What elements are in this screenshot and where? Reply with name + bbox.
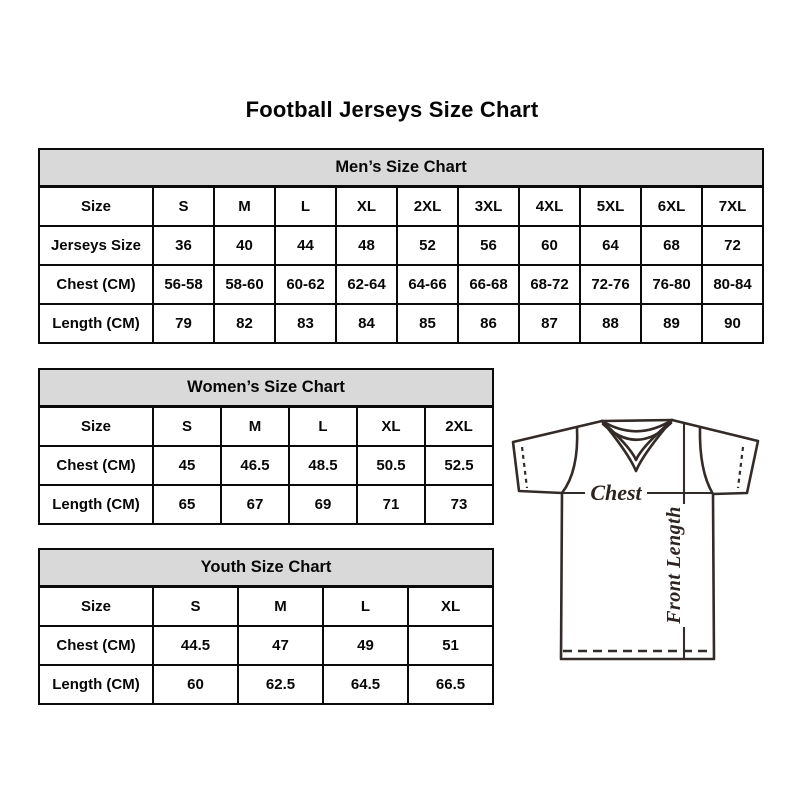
table-row <box>39 304 763 343</box>
table-cell: S <box>153 407 221 447</box>
table-cell: 84 <box>336 304 397 343</box>
front-length-label: Front Length <box>663 506 685 624</box>
table-cell: 68 <box>641 226 702 265</box>
row-label: Size <box>39 407 153 447</box>
womens-table-header-row <box>39 369 493 407</box>
table-cell: 86 <box>458 304 519 343</box>
jersey-measurement-diagram <box>500 398 770 673</box>
table-cell: 2XL <box>397 187 458 227</box>
table-cell: 67 <box>221 485 289 524</box>
row-label: Length (CM) <box>39 304 153 343</box>
table-cell: 5XL <box>580 187 641 227</box>
youth-table-header-row <box>39 549 493 587</box>
mens-table-title: Men’s Size Chart <box>39 149 763 187</box>
table-row <box>39 226 763 265</box>
table-cell: M <box>214 187 275 227</box>
table-cell: 79 <box>153 304 214 343</box>
table-cell: 56 <box>458 226 519 265</box>
table-cell: 40 <box>214 226 275 265</box>
table-cell: 82 <box>214 304 275 343</box>
left-cuff-dashed-line <box>522 447 527 488</box>
table-cell: 47 <box>238 626 323 665</box>
table-cell: 6XL <box>641 187 702 227</box>
table-cell: 66.5 <box>408 665 493 704</box>
chest-label: Chest <box>590 480 642 505</box>
table-cell: 36 <box>153 226 214 265</box>
table-cell: S <box>153 587 238 627</box>
jersey-left-armhole <box>562 427 577 493</box>
page-title: Football Jerseys Size Chart <box>245 97 539 122</box>
table-cell: 87 <box>519 304 580 343</box>
row-label: Size <box>39 187 153 227</box>
table-cell: 4XL <box>519 187 580 227</box>
table-cell: 88 <box>580 304 641 343</box>
table-cell: L <box>289 407 357 447</box>
table-cell: 48.5 <box>289 446 357 485</box>
table-cell: L <box>275 187 336 227</box>
youth-table-title: Youth Size Chart <box>39 549 493 587</box>
youth-size-table <box>38 548 492 705</box>
table-cell: 73 <box>425 485 493 524</box>
table-cell: 72 <box>702 226 763 265</box>
womens-size-table <box>38 368 492 525</box>
table-row <box>39 446 493 485</box>
table-cell: 2XL <box>425 407 493 447</box>
table-cell: 68-72 <box>519 265 580 304</box>
table-cell: 60-62 <box>275 265 336 304</box>
table-cell: 64 <box>580 226 641 265</box>
table-cell: 76-80 <box>641 265 702 304</box>
row-label: Size <box>39 587 153 627</box>
table-row <box>39 187 763 227</box>
table-cell: 80-84 <box>702 265 763 304</box>
row-label: Chest (CM) <box>39 626 153 665</box>
row-label: Jerseys Size <box>39 226 153 265</box>
table-cell: 50.5 <box>357 446 425 485</box>
table-cell: 90 <box>702 304 763 343</box>
mens-table-header-row <box>39 149 763 187</box>
table-cell: 60 <box>519 226 580 265</box>
jersey-collar-top <box>602 420 672 421</box>
table-row <box>39 407 493 447</box>
table-row <box>39 587 493 627</box>
table-cell: 64-66 <box>397 265 458 304</box>
jersey-right-armhole <box>700 427 713 494</box>
table-cell: 45 <box>153 446 221 485</box>
table-cell: 66-68 <box>458 265 519 304</box>
row-label: Length (CM) <box>39 485 153 524</box>
table-cell: 89 <box>641 304 702 343</box>
table-cell: 52 <box>397 226 458 265</box>
table-cell: 85 <box>397 304 458 343</box>
right-cuff-dashed-line <box>738 447 743 488</box>
table-cell: M <box>221 407 289 447</box>
table-cell: 51 <box>408 626 493 665</box>
table-cell: 56-58 <box>153 265 214 304</box>
table-cell: 7XL <box>702 187 763 227</box>
table-row <box>39 485 493 524</box>
table-cell: 44.5 <box>153 626 238 665</box>
table-cell: 60 <box>153 665 238 704</box>
table-row <box>39 665 493 704</box>
table-cell: 69 <box>289 485 357 524</box>
table-row <box>39 265 763 304</box>
table-cell: 71 <box>357 485 425 524</box>
table-cell: 49 <box>323 626 408 665</box>
table-row <box>39 626 493 665</box>
table-cell: 62.5 <box>238 665 323 704</box>
womens-table-title: Women’s Size Chart <box>39 369 493 407</box>
table-cell: XL <box>408 587 493 627</box>
jersey-body <box>561 493 714 659</box>
jersey-vneck-inner <box>606 424 668 460</box>
table-cell: 62-64 <box>336 265 397 304</box>
table-cell: 72-76 <box>580 265 641 304</box>
table-cell: M <box>238 587 323 627</box>
table-cell: 46.5 <box>221 446 289 485</box>
table-cell: XL <box>357 407 425 447</box>
table-cell: XL <box>336 187 397 227</box>
table-cell: 52.5 <box>425 446 493 485</box>
table-cell: L <box>323 587 408 627</box>
table-cell: 65 <box>153 485 221 524</box>
table-cell: 48 <box>336 226 397 265</box>
table-cell: S <box>153 187 214 227</box>
row-label: Chest (CM) <box>39 446 153 485</box>
row-label: Chest (CM) <box>39 265 153 304</box>
table-cell: 64.5 <box>323 665 408 704</box>
row-label: Length (CM) <box>39 665 153 704</box>
table-cell: 58-60 <box>214 265 275 304</box>
table-cell: 44 <box>275 226 336 265</box>
table-cell: 83 <box>275 304 336 343</box>
table-cell: 3XL <box>458 187 519 227</box>
mens-size-table <box>38 148 762 344</box>
